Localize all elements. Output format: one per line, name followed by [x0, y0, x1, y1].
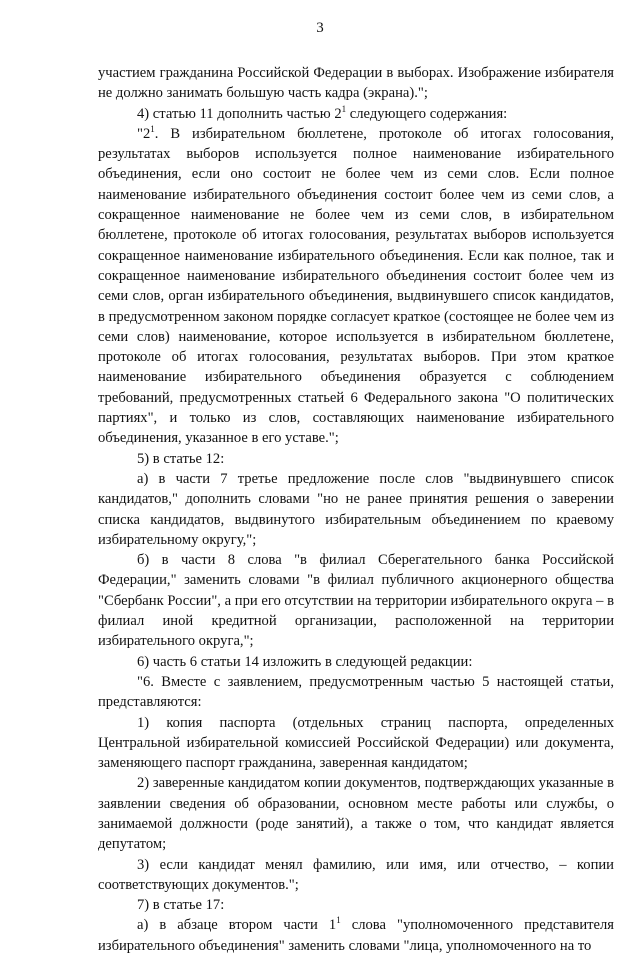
paragraph-subitem-a-17	[98, 915, 614, 956]
list-item-3: 3) если кандидат менял фамилию, или имя, или отчество, – копии соответствующих документов.";	[98, 856, 614, 893]
superscript: 1	[341, 103, 347, 114]
superscript: 1	[150, 124, 155, 135]
paragraph-text: 4) статью 11 дополнить частью 2	[137, 105, 342, 122]
paragraph-text: следующего содержания:	[346, 105, 508, 122]
paragraph-part-2-1	[98, 124, 614, 449]
paragraph-item-4	[98, 104, 614, 124]
list-item-2: 2) заверенные кандидатом копии документов, подтверждающих указанные в заявлении сведения об образовании, основном месте работы или службы, о занимаемой должности (роде занятий), а также о том, что кандидат является депутатом;	[98, 775, 614, 853]
paragraph-text: . В избирательном бюллетене, протоколе об итогах голосования, результатах выборов используется полное наименование избирательного объединения, если оно состоит не более чем из семи слов. Если полное наименование избирательного объединения состоит более чем из семи слов, а сокращенное наименование не более чем из семи слов, в избирательном бюллетене, протоколе об итогах голосования, результатах выборов используется сокращенное наименование избирательного объединения. Если как полное, так и сокращенное наименование избирательного объединения состоит более чем из семи слов, орган избирательного объединения, выдвинувшего список кандидатов, в предусмотренном законом порядке согласует краткое (состоящее не более чем из семи слов) наименование, которое используется в избирательном бюллетене, протоколе об итогах голосования, результатах выборов. При этом краткое наименование избирательного объединения образуется с соблюдением требований, предусмотренных статьей 6 Федерального закона "О политических партиях", и только из слов, составляющих наименование избирательного объединения, указанное в его уставе.";	[98, 125, 614, 447]
document-body	[98, 63, 614, 956]
page-number: 3	[316, 20, 324, 36]
paragraph-text: а) в абзаце втором части 1	[137, 917, 337, 934]
paragraph-part-6: "6. Вместе с заявлением, предусмотренным частью 5 настоящей статьи, представляются:	[98, 673, 614, 711]
paragraph-subitem-a: а) в части 7 третье предложение после слов "выдвинувшего список кандидатов," дополнить словами "но не ранее принятия решения о заверении списка кандидатов, выдвинутого избирательным объединением по краевому избирательному округу,";	[98, 470, 614, 548]
paragraph-item-6: 6) часть 6 статьи 14 изложить в следующей редакции:	[137, 653, 473, 670]
paragraph-text: "2	[137, 125, 151, 142]
paragraph-text: слова "уполномоченного представителя избирательного объединения" заменить словами "лица, уполномоченного на то	[98, 917, 614, 954]
superscript: 1	[336, 915, 341, 926]
list-item-1: 1) копия паспорта (отдельных страниц паспорта, определенных Центральной избирательной комиссией Российской Федерации) или документа, заменяющего паспорт гражданина, заверенная кандидатом;	[98, 714, 614, 772]
paragraph-subitem-b: б) в части 8 слова "в филиал Сберегательного банка Российской Федерации," заменить словами "в филиал публичного акционерного общества "Сбербанк России", а при его отсутствии на территории избирательного округа – в филиал иной кредитной организации, расположенной на территории избирательного округа,";	[98, 552, 614, 650]
paragraph-continuation: участием гражданина Российской Федерации в выборах. Изображение избирателя не должно занимать большую часть кадра (экрана).";	[98, 65, 614, 102]
paragraph-item-5: 5) в статье 12:	[137, 450, 225, 467]
paragraph-item-7: 7) в статье 17:	[137, 897, 225, 914]
